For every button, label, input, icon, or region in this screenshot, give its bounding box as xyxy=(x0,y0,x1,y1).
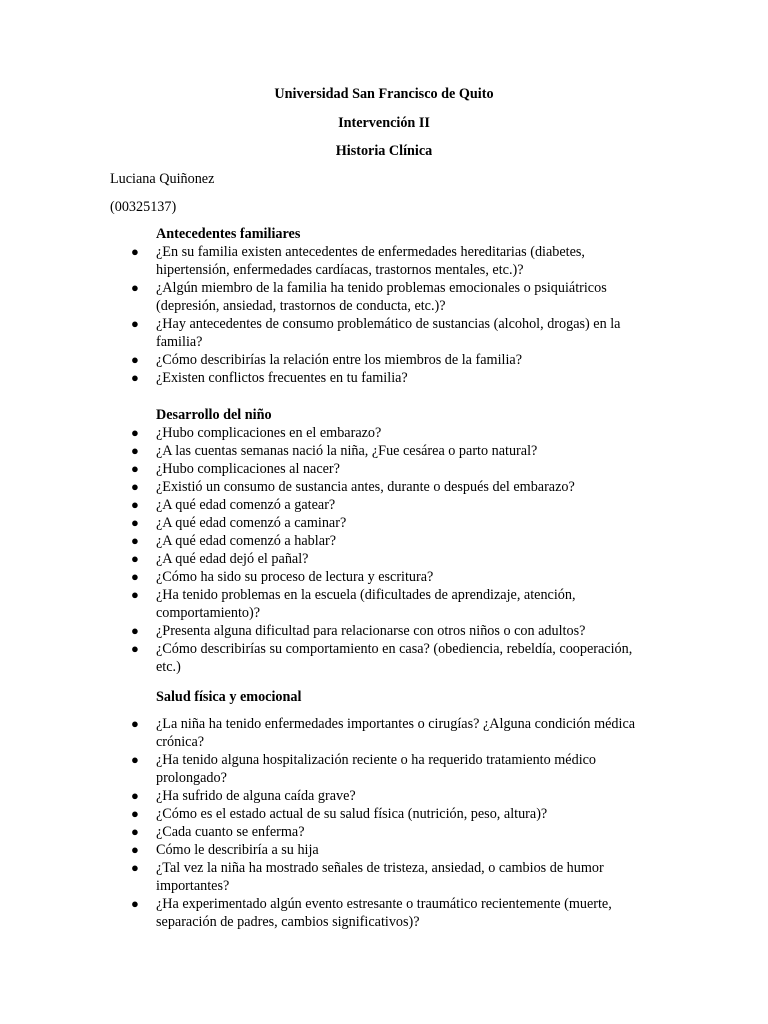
list-item: ● ¿A las cuentas semanas nació la niña, ¿Fue cesárea o parto natural? xyxy=(131,443,538,459)
list-item: ● ¿En su familia existen antecedentes de enfermedades hereditarias (diabetes, hipertensión, enfermedades cardíacas, trastornos mentales, etc.)? xyxy=(131,244,585,278)
bullet-icon: ● xyxy=(131,806,139,821)
university-title: Universidad San Francisco de Quito xyxy=(274,86,494,102)
bullet-icon: ● xyxy=(131,896,139,911)
list-item: ● ¿Ha experimentado algún evento estresante o traumático recientemente (muerte, separación de padres, cambios significativos)? xyxy=(131,896,612,930)
list-item: ● ¿Cómo describirías la relación entre los miembros de la familia? xyxy=(131,352,522,368)
author-id: (00325137) xyxy=(110,199,177,215)
bullet-icon: ● xyxy=(131,569,139,584)
bullet-icon: ● xyxy=(131,716,139,731)
list-item: ● ¿A qué edad comenzó a gatear? xyxy=(131,497,336,513)
bullet-icon: ● xyxy=(131,533,139,548)
bullet-icon: ● xyxy=(131,370,139,385)
bullet-icon: ● xyxy=(131,479,139,494)
list-item: ● ¿Ha tenido alguna hospitalización reciente o ha requerido tratamiento médico prolongado? xyxy=(131,752,597,786)
bullet-icon: ● xyxy=(131,788,139,803)
list-item: ● ¿Hubo complicaciones en el embarazo? xyxy=(131,425,382,441)
bullet-icon: ● xyxy=(131,497,139,512)
bullet-icon: ● xyxy=(131,352,139,367)
bullet-icon: ● xyxy=(131,641,139,656)
list-item: ● ¿La niña ha tenido enfermedades importantes o cirugías? ¿Alguna condición médica crónica? xyxy=(131,716,636,750)
list-item: ● ¿A qué edad dejó el pañal? xyxy=(131,551,309,567)
list-item: ● ¿Presenta alguna dificultad para relacionarse con otros niños o con adultos? xyxy=(131,623,586,639)
question-list-salud xyxy=(0,715,768,931)
author-name: Luciana Quiñonez xyxy=(110,171,215,187)
bullet-icon: ● xyxy=(131,551,139,566)
bullet-icon: ● xyxy=(131,280,139,295)
list-item: ● Cómo le describiría a su hija xyxy=(131,842,319,858)
question-list-antecedentes xyxy=(0,243,768,387)
course-title: Intervención II xyxy=(338,115,430,131)
bullet-icon: ● xyxy=(131,623,139,638)
bullet-icon: ● xyxy=(131,860,139,875)
section-heading-desarrollo: Desarrollo del niño xyxy=(156,407,272,423)
bullet-icon: ● xyxy=(131,443,139,458)
bullet-icon: ● xyxy=(131,515,139,530)
bullet-icon: ● xyxy=(131,461,139,476)
list-item: ● ¿A qué edad comenzó a caminar? xyxy=(131,515,347,531)
bullet-icon: ● xyxy=(131,244,139,259)
list-item: ● ¿Hubo complicaciones al nacer? xyxy=(131,461,340,477)
list-item: ● ¿Ha tenido problemas en la escuela (dificultades de aprendizaje, atención, comportamiento)? xyxy=(131,587,576,621)
list-item: ● ¿Tal vez la niña ha mostrado señales de tristeza, ansiedad, o cambios de humor importantes? xyxy=(131,860,604,894)
document-title: Historia Clínica xyxy=(335,143,433,159)
list-item: ● ¿Existió un consumo de sustancia antes, durante o después del embarazo? xyxy=(131,479,575,495)
section-heading-antecedentes: Antecedentes familiares xyxy=(156,226,301,242)
list-item: ● ¿Cada cuanto se enferma? xyxy=(131,824,305,840)
list-item: ● ¿Ha sufrido de alguna caída grave? xyxy=(131,788,356,804)
list-item: ● ¿Cómo describirías su comportamiento en casa? (obediencia, rebeldía, cooperación, etc.) xyxy=(131,641,633,675)
list-item: ● ¿Existen conflictos frecuentes en tu familia? xyxy=(131,370,408,386)
question-list-desarrollo xyxy=(0,424,768,676)
list-item: ● ¿Algún miembro de la familia ha tenido problemas emocionales o psiquiátricos (depresión, ansiedad, trastornos de conducta, etc.)? xyxy=(131,280,607,314)
bullet-icon: ● xyxy=(131,316,139,331)
list-item: ● ¿Cómo ha sido su proceso de lectura y escritura? xyxy=(131,569,434,585)
section-heading-salud: Salud física y emocional xyxy=(156,689,302,705)
bullet-icon: ● xyxy=(131,425,139,440)
bullet-icon: ● xyxy=(131,824,139,839)
list-item: ● ¿A qué edad comenzó a hablar? xyxy=(131,533,337,549)
bullet-icon: ● xyxy=(131,752,139,767)
list-item: ● ¿Cómo es el estado actual de su salud física (nutrición, peso, altura)? xyxy=(131,806,548,822)
bullet-icon: ● xyxy=(131,587,139,602)
bullet-icon: ● xyxy=(131,842,139,857)
list-item: ● ¿Hay antecedentes de consumo problemático de sustancias (alcohol, drogas) en la familia? xyxy=(131,316,621,350)
